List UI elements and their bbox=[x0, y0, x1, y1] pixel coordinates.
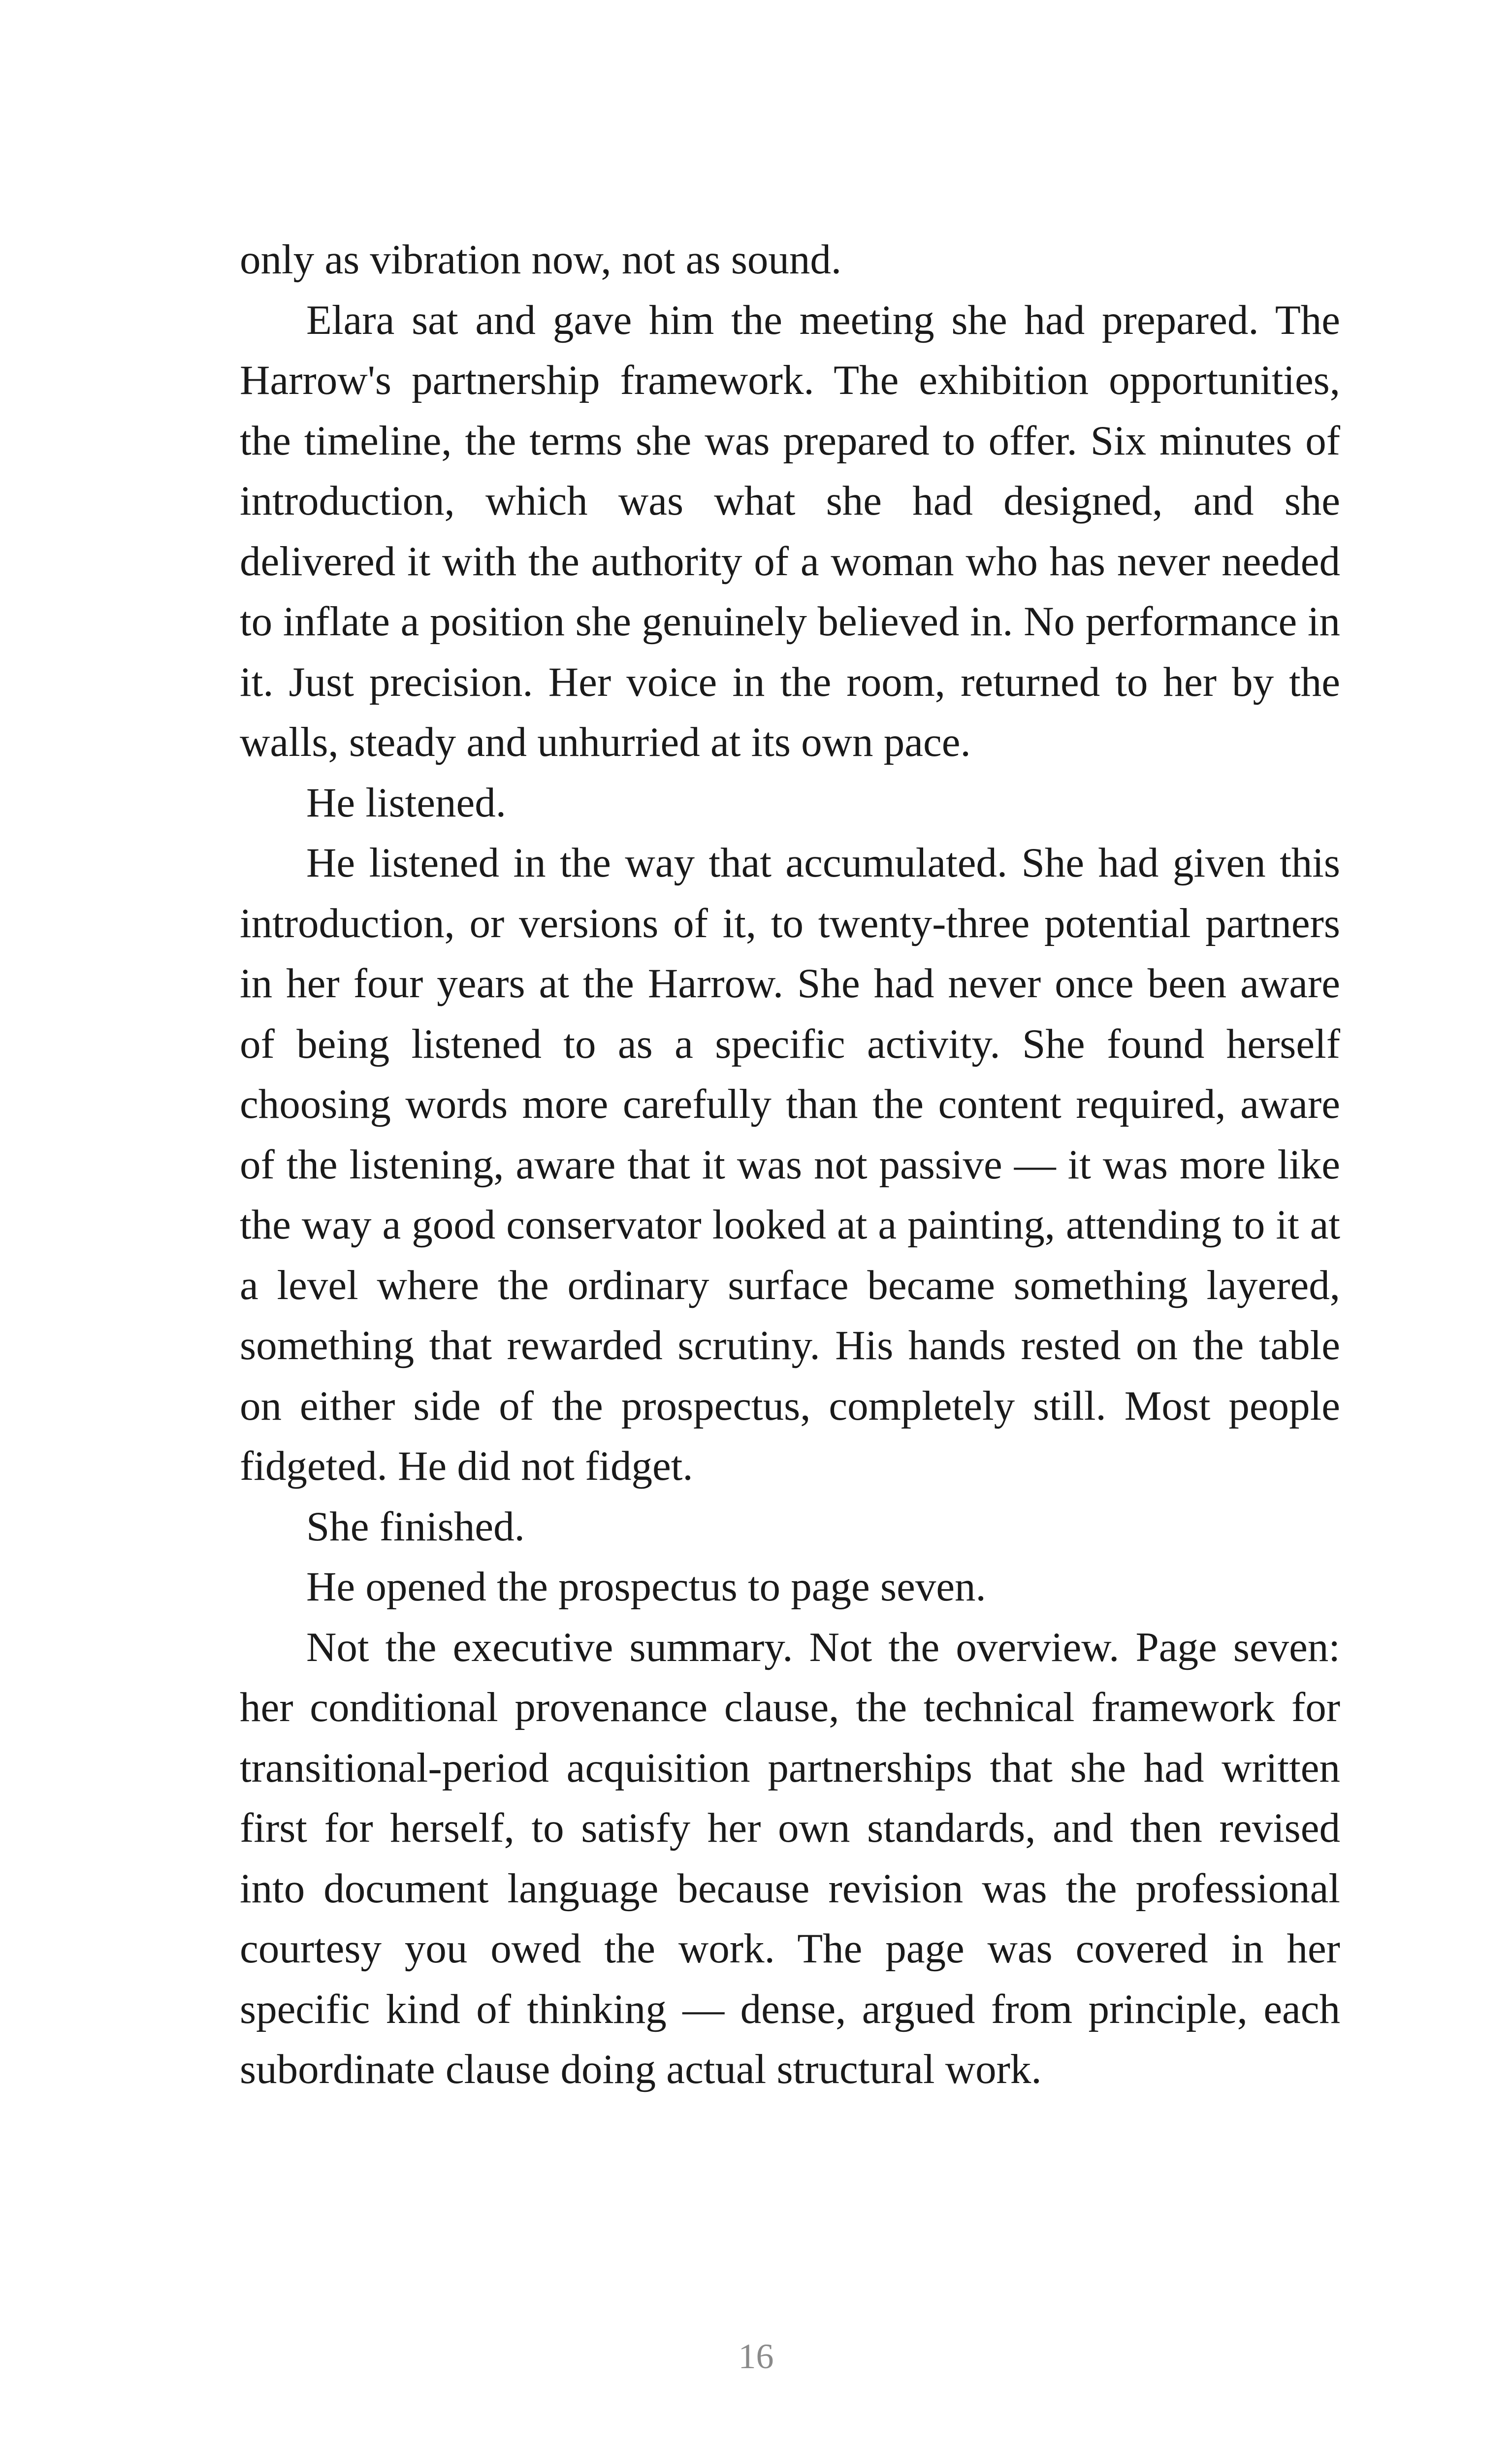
paragraph: Not the executive summary. Not the overview. Page seven: her conditional provenance clause, the technical framework for transitional-period acquisition partnerships that she had written first for herself, to satisfy her own standards, and then revised into document language because revision was the professional courtesy you owed the work. The page was covered in her specific kind of thinking — dense, argued from principle, each subordinate clause doing actual structural work. bbox=[240, 1624, 1340, 2092]
paragraph-continuation: only as vibration now, not as sound. bbox=[240, 236, 842, 283]
paragraph: She finished. bbox=[306, 1503, 525, 1550]
page-number: 16 bbox=[738, 2337, 774, 2376]
paragraph: He listened in the way that accumulated. She had given this introduction, or versions of it, to twenty-three potential partners in her four years at the Harrow. She had never once been aware of being listened to as a specific activity. She found herself choosing words more carefully than the content required, aware of the listening, aware that it was not passive — it was more like the way a good conservator looked at a painting, attending to it at a level where the ordinary surface became something layered, something that rewarded scrutiny. His hands rested on the table on either side of the prospectus, completely still. Most people fidgeted. He did not fidget. bbox=[240, 840, 1340, 1489]
body-text bbox=[240, 229, 1340, 2100]
paragraph: Elara sat and gave him the meeting she had prepared. The Harrow's partnership framework. The exhibition opportunities, the timeline, the terms she was prepared to offer. Six minutes of introduction, which was what she had designed, and she delivered it with the authority of a woman who has never needed to inflate a position she genuinely believed in. No performance in it. Just precision. Her voice in the room, returned to her by the walls, steady and unhurried at its own pace. bbox=[240, 296, 1340, 765]
paragraph: He listened. bbox=[306, 779, 506, 826]
paragraph: He opened the prospectus to page seven. bbox=[306, 1564, 986, 1610]
